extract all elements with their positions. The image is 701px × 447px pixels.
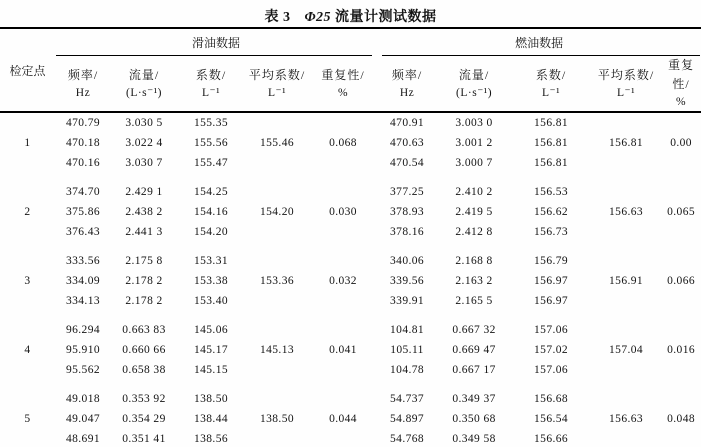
lube-frequency-cell: 333.56	[65, 255, 101, 267]
lube-avg-coefficient-cell	[245, 389, 309, 409]
data-row-point-5	[0, 409, 701, 429]
fuel-avg-coefficient-label: 平均系数/	[597, 67, 655, 82]
fuel-repeatability-cell	[661, 291, 701, 311]
lube-coefficient-cell: 155.56	[193, 137, 229, 149]
group-spacer	[0, 311, 701, 320]
lube-repeatability-cell	[309, 153, 377, 173]
data-row-point-2	[0, 182, 701, 202]
group-spacer-cell	[0, 380, 701, 389]
point-id-cell	[0, 112, 55, 133]
fuel-coefficient-cell: 156.62	[534, 206, 569, 218]
lube-flow-cell: 3.030 5	[125, 117, 163, 129]
table-title-text: 流量计测试数据	[335, 10, 437, 25]
point-id-cell	[0, 222, 55, 242]
fuel-coefficient-label: 系数/	[535, 67, 567, 82]
fuel-repeatability-cell	[661, 429, 701, 447]
group-spacer-cell	[0, 173, 701, 182]
lube-avg-coefficient-cell	[245, 222, 309, 242]
lube-avg-coefficient-cell	[245, 153, 309, 173]
data-row-point-5	[0, 389, 701, 409]
lube-avg-coefficient-header	[245, 56, 309, 112]
fuel-coefficient-cell: 156.97	[534, 295, 569, 307]
group-spacer	[0, 173, 701, 182]
point-id-cell: 3	[24, 275, 31, 287]
lube-coefficient-cell: 153.38	[193, 275, 229, 287]
data-row-point-3	[0, 271, 701, 291]
data-row-point-3	[0, 291, 701, 311]
fuel-avg-coefficient-cell	[591, 429, 661, 447]
lube-repeatability-cell: 0.041	[329, 344, 357, 356]
fuel-coefficient-cell: 157.02	[534, 344, 569, 356]
lube-repeatability-cell	[309, 320, 377, 340]
fuel-frequency-cell: 339.56	[390, 275, 425, 287]
data-row-point-2	[0, 222, 701, 242]
fuel-repeatability-cell	[661, 222, 701, 242]
fuel-avg-coefficient-cell	[591, 389, 661, 409]
point-id-cell	[0, 182, 55, 202]
fuel-oil-group-header: 燃油数据	[377, 28, 701, 56]
fuel-avg-coefficient-cell	[591, 360, 661, 380]
fuel-frequency-cell: 339.91	[390, 295, 425, 307]
fuel-avg-coefficient-cell	[591, 153, 661, 173]
fuel-coefficient-cell: 156.81	[534, 157, 569, 169]
data-row-point-4	[0, 320, 701, 340]
fuel-frequency-unit: Hz	[399, 86, 415, 99]
fuel-repeatability-cell	[661, 112, 701, 133]
fuel-flow-cell: 2.165 5	[455, 295, 493, 307]
lube-frequency-cell: 96.294	[65, 324, 101, 336]
fuel-coefficient-cell: 156.66	[534, 433, 569, 445]
fuel-frequency-cell: 378.16	[390, 226, 425, 238]
fuel-frequency-label: 频率/	[391, 67, 423, 82]
fuel-avg-coefficient-cell: 156.63	[609, 413, 644, 425]
fuel-flow-cell: 2.410 2	[455, 186, 493, 198]
fuel-coefficient-cell: 156.54	[534, 413, 569, 425]
lube-frequency-header	[55, 56, 111, 112]
fuel-flow-cell: 2.168 8	[455, 255, 493, 267]
lube-repeatability-cell	[309, 182, 377, 202]
lube-coefficient-header	[177, 56, 245, 112]
point-id-cell: 5	[24, 413, 31, 425]
lube-coefficient-unit: L⁻¹	[201, 86, 221, 99]
fuel-repeatability-unit: %	[676, 96, 687, 108]
group-spacer-cell	[0, 242, 701, 251]
lube-repeatability-header	[309, 56, 377, 112]
fuel-repeatability-cell: 0.066	[667, 275, 695, 287]
fuel-avg-coefficient-cell: 156.91	[609, 275, 644, 287]
fuel-frequency-cell: 105.11	[390, 344, 424, 356]
lube-avg-coefficient-cell: 154.20	[259, 206, 295, 218]
fuel-flow-cell: 3.000 7	[455, 157, 493, 169]
fuel-repeatability-cell: 0.016	[667, 344, 695, 356]
group-spacer	[0, 380, 701, 389]
lube-coefficient-label: 系数/	[195, 67, 227, 82]
lube-flow-label: 流量/	[128, 67, 160, 82]
flowmeter-data-table	[0, 27, 701, 447]
lube-oil-group-header: 滑油数据	[55, 28, 377, 56]
fuel-repeatability-header	[661, 56, 701, 112]
point-id-cell	[0, 429, 55, 447]
lube-repeatability-cell: 0.030	[329, 206, 357, 218]
lube-avg-coefficient-cell	[245, 360, 309, 380]
fuel-avg-coefficient-cell: 157.04	[609, 344, 644, 356]
fuel-flow-cell: 3.003 0	[455, 117, 493, 129]
fuel-coefficient-cell: 156.73	[534, 226, 569, 238]
fuel-frequency-cell: 54.768	[390, 433, 425, 445]
fuel-coefficient-cell: 156.79	[534, 255, 569, 267]
lube-repeatability-cell: 0.032	[329, 275, 357, 287]
fuel-avg-coefficient-cell	[591, 320, 661, 340]
data-row-point-1	[0, 133, 701, 153]
table-title	[0, 0, 701, 27]
fuel-coefficient-cell: 157.06	[534, 324, 569, 336]
lube-frequency-cell: 376.43	[65, 226, 101, 238]
lube-coefficient-cell: 154.20	[193, 226, 229, 238]
table-body	[0, 112, 701, 447]
lube-coefficient-cell: 145.15	[193, 364, 229, 376]
fuel-frequency-cell: 377.25	[390, 186, 425, 198]
lube-frequency-cell: 374.70	[65, 186, 101, 198]
fuel-repeatability-cell	[661, 360, 701, 380]
table-number: 表 3	[264, 10, 291, 25]
lube-repeatability-cell	[309, 389, 377, 409]
lube-flow-cell: 0.658 38	[122, 364, 166, 376]
fuel-coefficient-cell: 157.06	[534, 364, 569, 376]
point-column-header: 检定点	[0, 28, 55, 112]
lube-frequency-label: 频率/	[67, 67, 99, 82]
lube-flow-cell: 2.438 2	[125, 206, 163, 218]
fuel-flow-cell: 0.667 32	[452, 324, 496, 336]
fuel-flow-header	[437, 56, 511, 112]
lube-flow-cell: 3.022 4	[125, 137, 163, 149]
fuel-repeatability-cell	[661, 153, 701, 173]
lube-frequency-cell: 334.13	[65, 295, 101, 307]
lube-avg-coefficient-cell: 138.50	[259, 413, 295, 425]
fuel-flow-unit: (L·s⁻¹)	[456, 86, 493, 99]
lube-coefficient-cell: 154.25	[193, 186, 229, 198]
lube-repeatability-cell: 0.044	[329, 413, 357, 425]
data-row-point-4	[0, 360, 701, 380]
fuel-avg-coefficient-cell	[591, 291, 661, 311]
lube-flow-cell: 2.441 3	[125, 226, 163, 238]
lube-frequency-cell: 334.09	[65, 275, 101, 287]
lube-flow-cell: 2.178 2	[125, 295, 163, 307]
fuel-frequency-cell: 104.78	[390, 364, 425, 376]
point-id-cell	[0, 291, 55, 311]
lube-frequency-cell: 470.16	[65, 157, 101, 169]
lube-repeatability-cell	[309, 112, 377, 133]
fuel-avg-coefficient-cell: 156.63	[609, 206, 644, 218]
fuel-frequency-cell: 54.737	[390, 393, 425, 405]
lube-coefficient-cell: 138.56	[193, 433, 229, 445]
fuel-repeatability-cell: 0.048	[667, 413, 695, 425]
fuel-repeatability-label: 重复性/	[668, 58, 695, 91]
data-row-point-2	[0, 202, 701, 222]
fuel-flow-cell: 0.349 37	[452, 393, 496, 405]
lube-repeatability-label: 重复性/	[321, 67, 365, 82]
lube-coefficient-cell: 145.06	[193, 324, 229, 336]
lube-frequency-cell: 95.910	[65, 344, 101, 356]
data-row-point-4	[0, 340, 701, 360]
point-id-cell: 1	[24, 137, 31, 149]
fuel-avg-coefficient-cell	[591, 251, 661, 271]
lube-flow-cell: 0.660 66	[122, 344, 166, 356]
lube-frequency-cell: 48.691	[65, 433, 101, 445]
lube-coefficient-cell: 155.35	[193, 117, 229, 129]
lube-frequency-cell: 49.047	[65, 413, 101, 425]
lube-repeatability-cell	[309, 291, 377, 311]
fuel-coefficient-cell: 156.81	[534, 117, 569, 129]
lube-flow-cell: 2.429 1	[125, 186, 163, 198]
lube-coefficient-cell: 153.31	[193, 255, 229, 267]
group-spacer	[0, 242, 701, 251]
lube-avg-coefficient-cell: 145.13	[259, 344, 295, 356]
fuel-frequency-cell: 54.897	[390, 413, 425, 425]
data-row-point-1	[0, 112, 701, 133]
point-id-cell	[0, 360, 55, 380]
lube-avg-coefficient-cell	[245, 291, 309, 311]
lube-flow-unit: (L·s⁻¹)	[125, 86, 162, 99]
lube-repeatability-cell: 0.068	[329, 137, 357, 149]
data-row-point-5	[0, 429, 701, 447]
fuel-repeatability-cell	[661, 251, 701, 271]
fuel-repeatability-cell: 0.00	[670, 137, 692, 149]
fuel-coefficient-cell: 156.81	[534, 137, 569, 149]
fuel-avg-coefficient-cell: 156.81	[609, 137, 644, 149]
lube-flow-cell: 3.030 7	[125, 157, 163, 169]
lube-frequency-cell: 375.86	[65, 206, 101, 218]
lube-coefficient-cell: 154.16	[193, 206, 229, 218]
fuel-frequency-header	[377, 56, 437, 112]
fuel-avg-coefficient-cell	[591, 182, 661, 202]
lube-frequency-cell: 49.018	[65, 393, 101, 405]
lube-repeatability-cell	[309, 429, 377, 447]
lube-frequency-unit: Hz	[75, 86, 91, 99]
fuel-coefficient-cell: 156.97	[534, 275, 569, 287]
lube-flow-cell: 0.663 83	[122, 324, 166, 336]
point-id-cell	[0, 320, 55, 340]
data-row-point-1	[0, 153, 701, 173]
lube-coefficient-cell: 153.40	[193, 295, 229, 307]
fuel-frequency-cell: 340.06	[390, 255, 425, 267]
fuel-avg-coefficient-unit: L⁻¹	[617, 86, 636, 99]
point-id-cell: 2	[24, 206, 31, 218]
point-id-cell: 4	[24, 344, 31, 356]
fuel-avg-coefficient-cell	[591, 222, 661, 242]
fuel-flow-label: 流量/	[458, 67, 490, 82]
lube-avg-coefficient-cell	[245, 251, 309, 271]
fuel-flow-cell: 2.419 5	[455, 206, 493, 218]
fuel-frequency-cell: 470.63	[390, 137, 425, 149]
fuel-flow-cell: 2.163 2	[455, 275, 493, 287]
fuel-coefficient-header	[511, 56, 591, 112]
fuel-avg-coefficient-cell	[591, 112, 661, 133]
lube-avg-coefficient-cell: 155.46	[259, 137, 295, 149]
fuel-repeatability-cell	[661, 389, 701, 409]
point-id-cell	[0, 251, 55, 271]
fuel-flow-cell: 3.001 2	[455, 137, 493, 149]
lube-repeatability-unit: %	[337, 86, 349, 99]
fuel-frequency-cell: 470.91	[390, 117, 425, 129]
phi-symbol: Φ25	[304, 10, 332, 25]
lube-avg-coefficient-label: 平均系数/	[248, 67, 306, 82]
lube-flow-cell: 2.178 2	[125, 275, 163, 287]
fuel-flow-cell: 0.349 58	[452, 433, 496, 445]
fuel-frequency-cell: 470.54	[390, 157, 425, 169]
lube-repeatability-cell	[309, 222, 377, 242]
data-row-point-3	[0, 251, 701, 271]
fuel-flow-cell: 0.350 68	[452, 413, 496, 425]
lube-flow-cell: 0.353 92	[122, 393, 166, 405]
lube-coefficient-cell: 145.17	[193, 344, 229, 356]
lube-flow-header	[111, 56, 177, 112]
fuel-frequency-cell: 104.81	[390, 324, 425, 336]
lube-coefficient-cell: 155.47	[193, 157, 229, 169]
fuel-frequency-cell: 378.93	[390, 206, 425, 218]
group-spacer-cell	[0, 311, 701, 320]
lube-flow-cell: 0.354 29	[122, 413, 166, 425]
fuel-avg-coefficient-header	[591, 56, 661, 112]
lube-repeatability-cell	[309, 360, 377, 380]
lube-coefficient-cell: 138.50	[193, 393, 229, 405]
lube-frequency-cell: 470.79	[65, 117, 101, 129]
lube-flow-cell: 2.175 8	[125, 255, 163, 267]
fuel-coefficient-unit: L⁻¹	[542, 86, 561, 99]
fuel-coefficient-cell: 156.53	[534, 186, 569, 198]
lube-coefficient-cell: 138.44	[193, 413, 229, 425]
lube-avg-coefficient-unit: L⁻¹	[267, 86, 287, 99]
lube-avg-coefficient-cell: 153.36	[259, 275, 295, 287]
lube-frequency-cell: 470.18	[65, 137, 101, 149]
group-header-row	[0, 28, 701, 56]
fuel-repeatability-cell: 0.065	[667, 206, 695, 218]
fuel-flow-cell: 0.667 17	[452, 364, 496, 376]
lube-avg-coefficient-cell	[245, 112, 309, 133]
fuel-coefficient-cell: 156.68	[534, 393, 569, 405]
sub-header-row	[0, 56, 701, 112]
point-id-cell	[0, 153, 55, 173]
fuel-flow-cell: 2.412 8	[455, 226, 493, 238]
lube-flow-cell: 0.351 41	[122, 433, 166, 445]
lube-avg-coefficient-cell	[245, 429, 309, 447]
point-id-cell	[0, 389, 55, 409]
lube-avg-coefficient-cell	[245, 182, 309, 202]
lube-repeatability-cell	[309, 251, 377, 271]
lube-avg-coefficient-cell	[245, 320, 309, 340]
fuel-flow-cell: 0.669 47	[452, 344, 496, 356]
lube-frequency-cell: 95.562	[65, 364, 101, 376]
fuel-repeatability-cell	[661, 182, 701, 202]
fuel-repeatability-cell	[661, 320, 701, 340]
